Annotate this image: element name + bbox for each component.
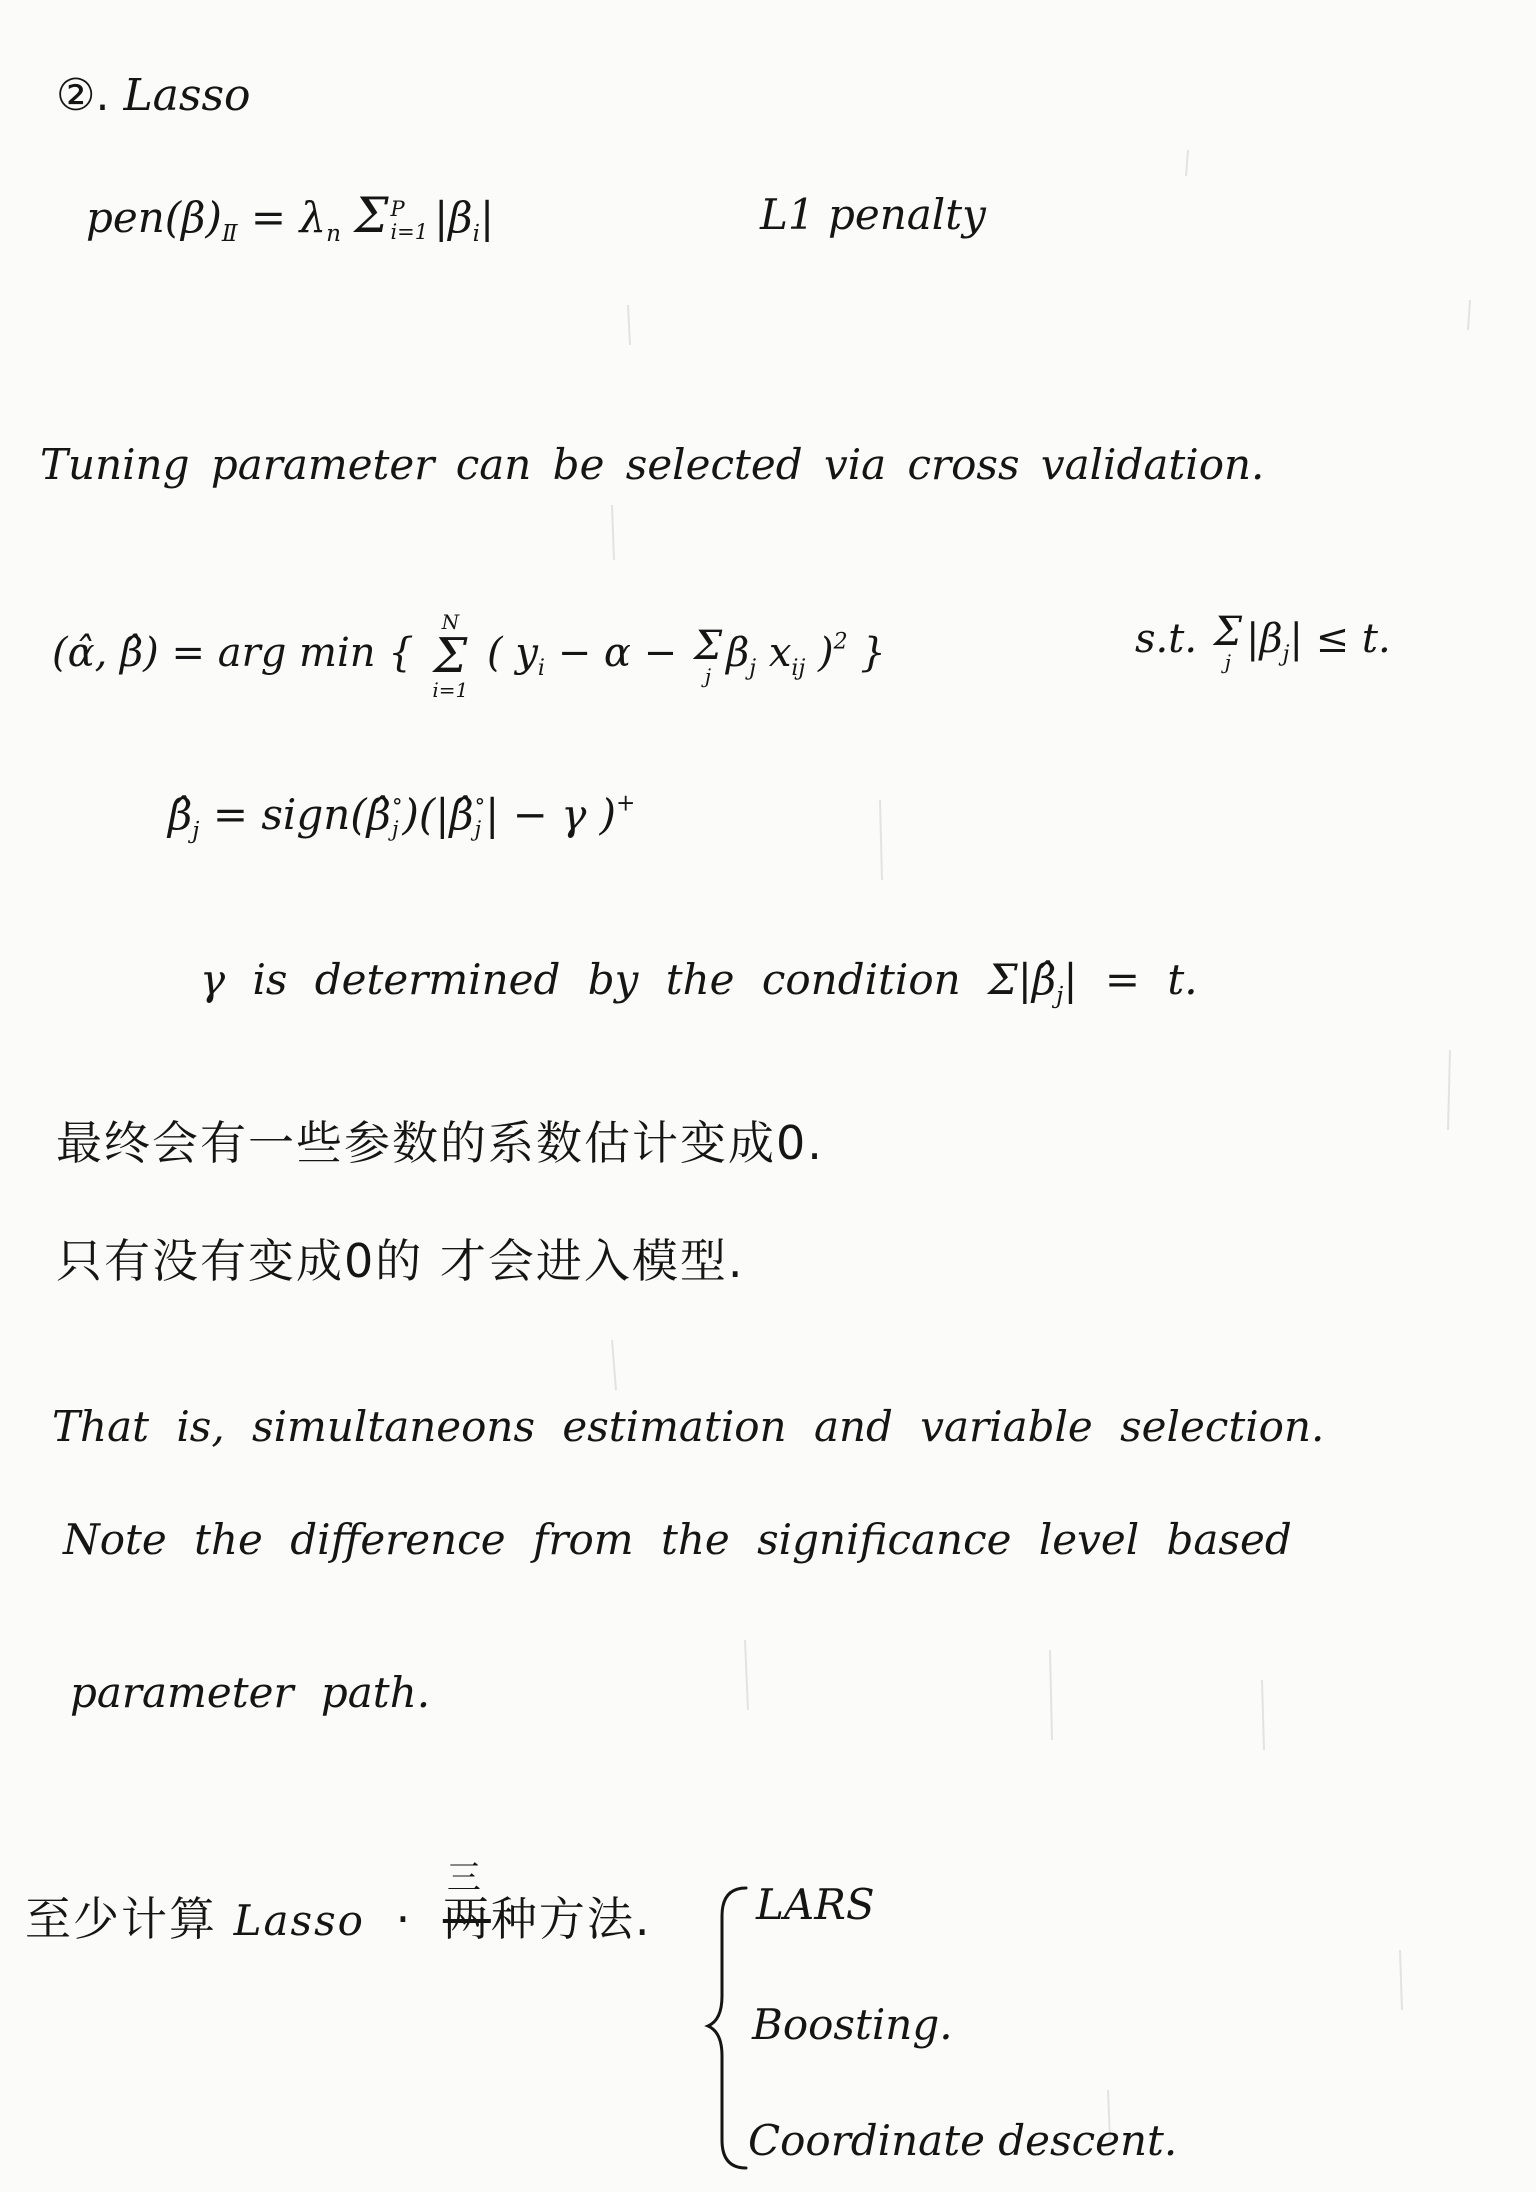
argmin-lhs: (α̂, β̂) = xyxy=(52,630,206,676)
argmin-formula xyxy=(52,612,886,700)
chinese-note-1: 最终会有一些参数的系数估计变成0. xyxy=(56,1116,824,1170)
constraint-sum xyxy=(1213,609,1243,674)
argmin-sum-symbol: Σ xyxy=(433,628,468,684)
argmin-sum xyxy=(432,612,468,700)
penalty-sum-upper: P xyxy=(390,196,405,221)
gamma-note-text: γ is determined by the condition Σ|β̂ xyxy=(200,955,1057,1004)
inner-sum xyxy=(693,623,723,688)
summary-line-2: Note the difference from the significance level based xyxy=(63,1515,1292,1564)
constraint-sum-lower: j xyxy=(1224,650,1231,674)
inner-beta-subscript: j xyxy=(749,655,757,681)
soft-middle: )(|β̂ xyxy=(402,790,474,839)
penalty-abs-open: |β xyxy=(434,193,473,242)
inner-beta: β xyxy=(726,630,750,676)
soft-threshold-formula xyxy=(168,790,635,846)
count-struck: 两 xyxy=(442,1892,491,1946)
method-lars: LARS xyxy=(756,1880,875,1929)
tuning-note: Tuning parameter can be selected via cross validation. xyxy=(40,440,1265,489)
argmin-brace-close: } xyxy=(860,630,886,676)
methods-intro-en: Lasso xyxy=(233,1896,365,1945)
soft-plus: + xyxy=(616,790,636,817)
soft-sign: = sign(β̂ xyxy=(212,790,391,839)
argmin-sum-lower: i=1 xyxy=(432,678,469,702)
penalty-lhs-subscript: Ⅱ xyxy=(221,221,238,248)
gamma-note xyxy=(200,955,1198,1011)
constraint-st: s.t. xyxy=(1135,616,1198,662)
section-title xyxy=(56,70,251,123)
methods-intro-cn: 至少计算 xyxy=(25,1892,217,1946)
constraint-beta-subscript: j xyxy=(1282,641,1290,667)
soft-tail: | − γ ) xyxy=(485,790,617,839)
methods-dot: · xyxy=(395,1892,413,1946)
penalty-abs-close: | xyxy=(479,193,495,242)
soft-hat-subscript: j xyxy=(391,817,399,841)
method-coordinate-descent: Coordinate descent. xyxy=(748,2116,1178,2165)
count-correction xyxy=(442,1858,491,1947)
summary-line-1: That is, simultaneons estimation and variable selection. xyxy=(52,1402,1325,1451)
argmin-sum-upper: N xyxy=(441,610,460,634)
soft-hat2-indices xyxy=(475,796,486,840)
penalty-beta-subscript: i xyxy=(472,221,480,248)
methods-intro xyxy=(25,1858,652,1947)
soft-hat-indices xyxy=(392,796,403,840)
argmin-operator: arg min { xyxy=(217,630,414,676)
penalty-lhs: pen(β) xyxy=(86,193,222,242)
constraint-abs-close: | ≤ t. xyxy=(1289,616,1391,662)
soft-lhs: β̂ xyxy=(168,790,193,839)
penalty-sum-symbol: Σ xyxy=(354,188,389,244)
section-number: ②. xyxy=(56,70,110,121)
argmin-paren-open: ( y xyxy=(487,630,538,676)
penalty-label: L1 penalty xyxy=(760,190,986,239)
section-title-text: Lasso xyxy=(123,70,251,121)
chinese-note-2: 只有没有变成0的 才会进入模型. xyxy=(56,1234,745,1288)
inner-x: x xyxy=(768,630,792,676)
penalty-sum-limits xyxy=(390,198,428,244)
inner-sum-symbol: Σ xyxy=(693,623,723,669)
penalty-equals-lambda: = λ xyxy=(250,193,327,242)
brace-path xyxy=(708,1888,746,2168)
summary-line-3: parameter path. xyxy=(70,1668,431,1717)
y-subscript: i xyxy=(537,655,545,681)
argmin-middle: − α − xyxy=(557,630,678,676)
soft-hat2-subscript: j xyxy=(474,817,482,841)
constraint-sum-symbol: Σ xyxy=(1213,609,1243,655)
inner-sum-lower: j xyxy=(704,664,712,688)
constraint-abs-open: |β xyxy=(1246,616,1283,662)
method-boosting: Boosting. xyxy=(752,2000,953,2049)
gamma-note-subscript: j xyxy=(1056,983,1064,1010)
gamma-note-tail: | = t. xyxy=(1063,955,1198,1004)
constraint xyxy=(1135,609,1391,674)
penalty-sum-lower: i=1 xyxy=(390,220,429,244)
penalty-formula xyxy=(86,188,494,249)
methods-suffix: 种方法. xyxy=(490,1892,652,1946)
lambda-subscript: n xyxy=(326,221,341,248)
count-new: 三 xyxy=(446,1858,483,1898)
soft-lhs-subscript: j xyxy=(192,818,200,845)
inner-x-subscript: ij xyxy=(791,655,806,681)
argmin-paren-close: ) xyxy=(817,630,834,676)
square-exponent: 2 xyxy=(833,629,848,655)
soft-hat-superscript: ° xyxy=(391,794,403,819)
soft-hat2-superscript: ° xyxy=(474,794,486,819)
